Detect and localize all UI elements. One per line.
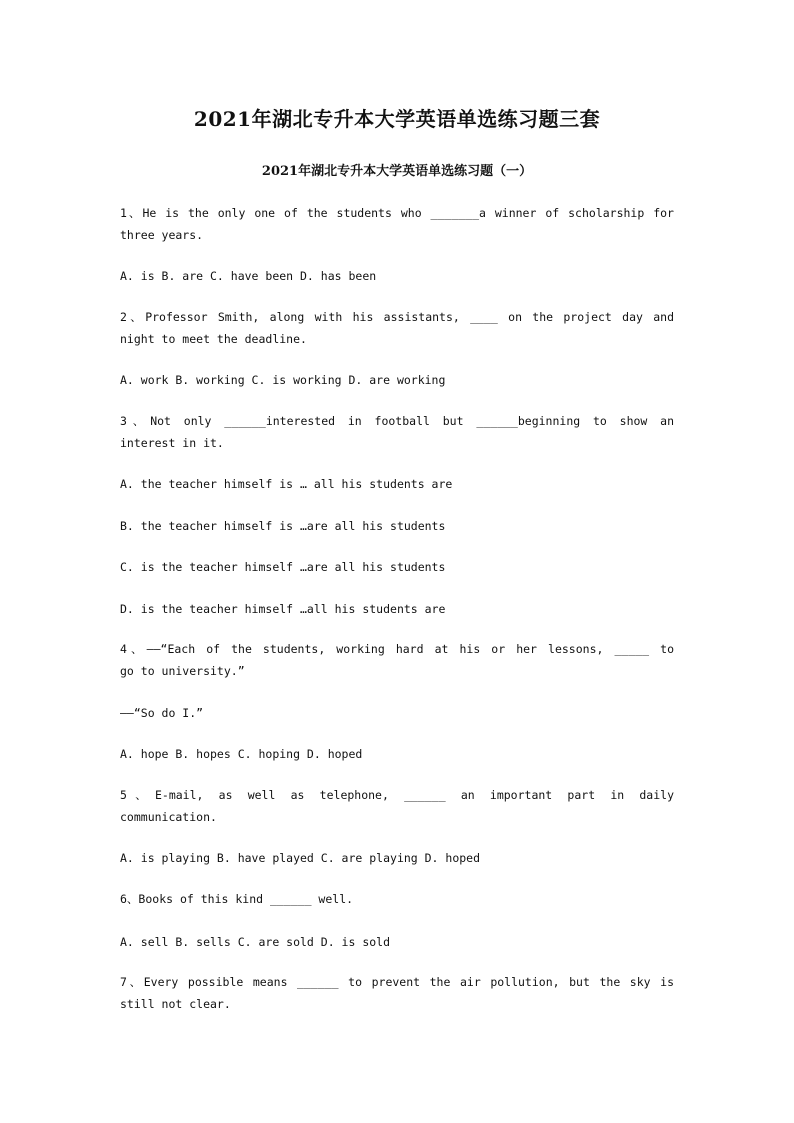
question-4-line-2: go to university.” <box>120 664 245 678</box>
question-7-line-2: still not clear. <box>120 997 231 1011</box>
question-4-line-3: ——“So do I.” <box>120 706 204 720</box>
question-1-options: A. is B. are C. have been D. has been <box>120 269 377 283</box>
question-4-options: A. hope B. hopes C. hoping D. hoped <box>120 747 363 761</box>
question-3-option-c: C. is the teacher himself …are all his students <box>120 560 446 574</box>
question-3-option-a: A. the teacher himself is … all his students are <box>120 477 453 491</box>
question-6-line-1: 6、Books of this kind ______ well. <box>120 892 354 906</box>
question-5-line-1: 5、E-mail, as well as telephone, ______ an important part in daily <box>120 788 674 802</box>
question-7-line-1: 7、Every possible means ______ to prevent the air pollution, but the sky is <box>120 975 674 989</box>
question-4-line-1: 4、——“Each of the students, working hard at his or her lessons, _____ to <box>120 642 674 656</box>
question-3-option-d: D. is the teacher himself …all his students are <box>120 602 446 616</box>
question-2-options: A. work B. working C. is working D. are working <box>120 373 446 387</box>
question-1-line-1: 1、He is the only one of the students who _______a winner of scholarship for <box>120 206 674 220</box>
question-2-line-1: 2、Professor Smith, along with his assistants, ____ on the project day and <box>120 310 674 324</box>
question-3-line-2: interest in it. <box>120 436 224 450</box>
question-1-line-2: three years. <box>120 228 204 242</box>
question-6-options: A. sell B. sells C. are sold D. is sold <box>120 935 391 949</box>
document-title: 2021年湖北专升本大学英语单选练习题三套 <box>193 107 601 131</box>
question-3-line-1: 3、Not only ______interested in football but ______beginning to show an <box>120 414 674 428</box>
section-subtitle: 2021年湖北专升本大学英语单选练习题（一） <box>261 164 533 179</box>
question-3-option-b: B. the teacher himself is …are all his students <box>120 519 446 533</box>
question-2-line-2: night to meet the deadline. <box>120 332 307 346</box>
question-5-options: A. is playing B. have played C. are playing D. hoped <box>120 851 481 865</box>
question-5-line-2: communication. <box>120 810 217 824</box>
